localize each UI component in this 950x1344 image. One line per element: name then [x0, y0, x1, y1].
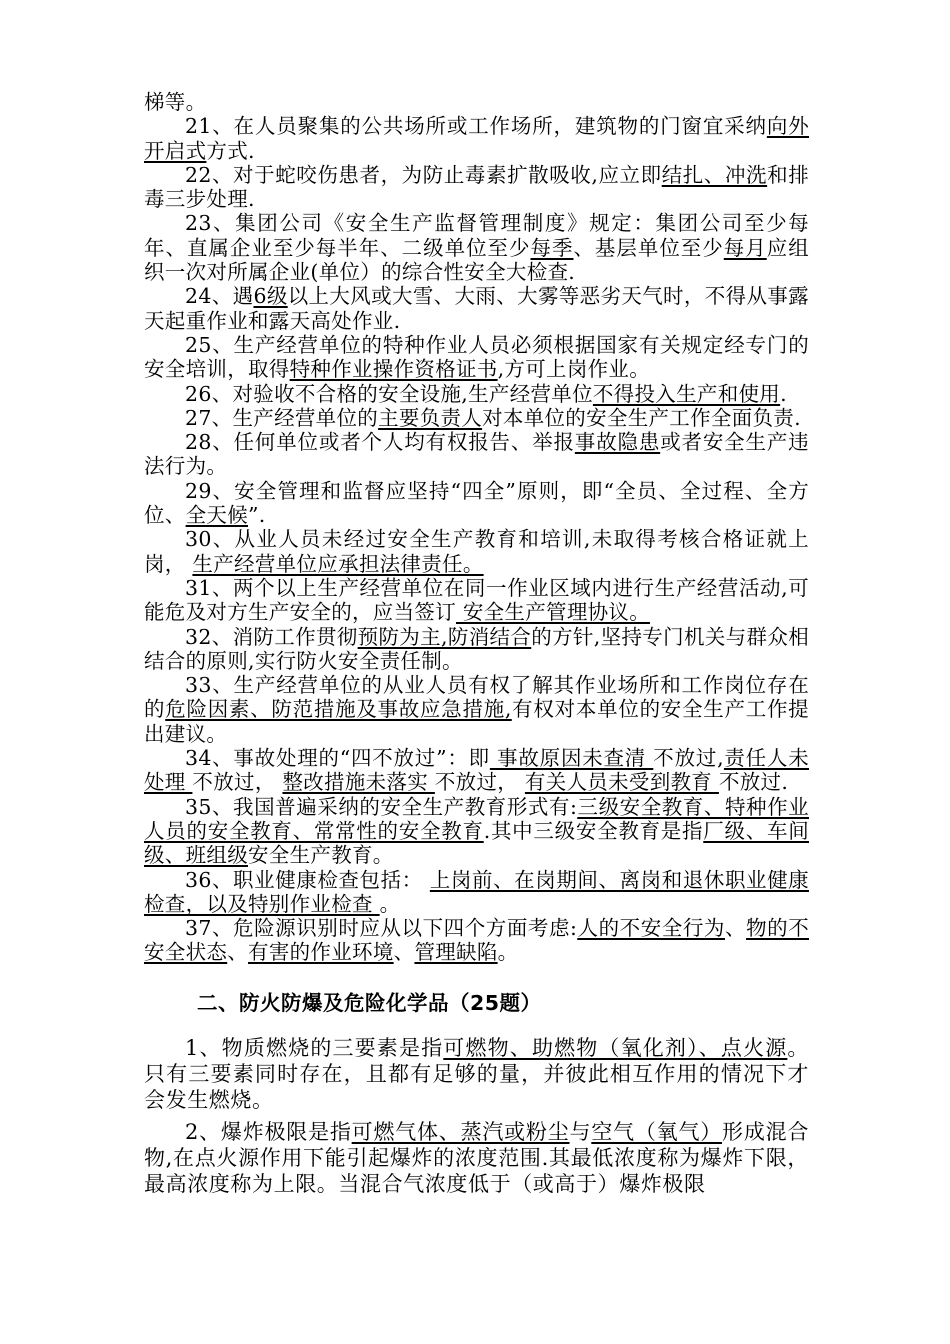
answer-text: 生产经营单位应承担法律责任。 [192, 551, 484, 576]
question-text: 、 [393, 940, 415, 965]
question-text: ,方可上岗作业。 [497, 357, 651, 382]
question-text: 24、遇 [185, 284, 254, 309]
answer-text: 不得投入生产和使用 [592, 381, 781, 406]
answer-text: 空气（氧气） [591, 1119, 723, 1144]
section-2-items [144, 1035, 809, 1197]
answer-text: 主要负责人 [378, 405, 483, 430]
paragraph-item [144, 916, 809, 965]
question-text: 33、生产经营单位的从业人员有权了解其作业场所和工作岗位存在的 [144, 673, 809, 722]
answer-text: 责任人未处理 [144, 746, 809, 795]
question-text: 31、两个以上生产经营单位在同一作业区域内进行生产经营活动,可能危及对方生产安全的，应当签订 [144, 575, 809, 625]
question-text: 35、我国普遍采纳的安全生产教育形式有: [185, 794, 578, 819]
question-text: 以上大风或大雪、大雨、大雾等恶劣天气时，不得从事露天起重作业和露天高处作业. [144, 284, 809, 333]
question-text: 2、爆炸极限是指 [185, 1119, 352, 1144]
paragraph-item [144, 527, 809, 576]
question-text: 形成混合物,在点火源作用下能引起爆炸的浓度范围.其最低浓度称为爆炸下限，最高浓度称为上限。当混合气浓度低于（或高于）爆炸极限 [144, 1119, 809, 1196]
answer-text: 向外开启式 [144, 114, 809, 163]
answer-text: 预防为主,防消结合 [357, 624, 532, 649]
question-text: 1、物质燃烧的三要素是指 [185, 1035, 444, 1060]
section-2-heading: 二、防火防爆及危险化学品（25题） [197, 990, 542, 1015]
answer-text: 有关人员未受到教育 [524, 770, 719, 795]
question-text: 、基层单位至少 [573, 235, 724, 260]
question-text: 。 [497, 940, 519, 965]
question-text: 22、对于蛇咬伤患者，为防止毒素扩散吸收,应立即 [185, 162, 662, 187]
question-text: 应组织一次对所属企业(单位）的综合性安全大检查. [144, 235, 809, 285]
answer-text: 每月 [723, 235, 767, 260]
paragraph-item [144, 114, 809, 163]
section-1-items [144, 90, 809, 965]
question-text: 36、职业健康检查包括： [185, 867, 430, 892]
paragraph-item [144, 868, 809, 917]
paragraph-item [144, 430, 809, 479]
paragraph-item [144, 795, 809, 868]
question-text: 方式. [206, 138, 255, 163]
paragraph-item [144, 1035, 809, 1113]
answer-text: 有害的作业环境 [248, 940, 394, 965]
paragraph-item [144, 163, 809, 212]
question-text: 34、事故处理的“四不放过”：即 [185, 746, 490, 771]
answer-text: 全天候 [185, 503, 249, 528]
answer-text: 危险因素、防范措施及事故应急措施, [165, 697, 512, 722]
paragraph-item [144, 333, 809, 382]
question-text: 23、集团公司《安全生产监督管理制度》规定：集团公司至少每年、直属企业至少每半年、二级单位至少 [144, 211, 809, 260]
question-text: 不放过, [653, 746, 724, 771]
question-text: 安全生产教育。 [248, 843, 394, 868]
question-text: 对本单位的安全生产工作全面负责. [482, 405, 801, 430]
paragraph-item [144, 673, 809, 746]
question-text: 32、消防工作贯彻 [185, 624, 358, 649]
question-text: 25、生产经营单位的特种作业人员必须根据国家有关规定经专门的安全培训，取得 [144, 332, 809, 382]
paragraph-item [144, 576, 809, 625]
question-text: 不放过. [718, 770, 789, 795]
question-text: 有权对本单位的安全生产工作提出建议。 [144, 697, 809, 746]
paragraph-item [144, 746, 809, 795]
question-text: 与 [569, 1119, 592, 1144]
question-text: 30、从业人员未经过安全生产教育和培训,未取得考核合格证就上岗， [144, 527, 809, 576]
answer-text: 安全生产管理协议。 [456, 600, 651, 625]
paragraph-item [144, 211, 809, 284]
document-body [144, 90, 809, 1197]
question-text: 26、对验收不合格的安全设施,生产经营单位 [185, 381, 593, 406]
answer-text: 事故隐患 [574, 430, 661, 455]
answer-text: 管理缺陷 [414, 940, 498, 965]
paragraph-item [144, 382, 809, 406]
answer-text: 三级安全教育、特种作业人员的安全教育、常常性的安全教育 [144, 794, 809, 843]
question-text: 或者安全生产违法行为。 [144, 430, 809, 479]
answer-text: 特种作业操作资格证书 [289, 357, 498, 382]
paragraph-item [144, 625, 809, 674]
question-text: ”. [248, 503, 266, 528]
paragraph-item [144, 1119, 809, 1197]
question-text: 。 [379, 891, 401, 916]
answer-text: 物的不安全状态 [144, 916, 809, 965]
question-text: 、 [724, 916, 747, 941]
question-text: 不放过， [192, 770, 283, 795]
question-text: 37、危险源识别时应从以下四个方面考虑: [185, 916, 578, 941]
answer-text: 6级 [253, 284, 288, 309]
paragraph-item [144, 479, 809, 528]
question-text: 28、任何单位或者个人均有权报告、举报 [185, 430, 575, 455]
question-text: . [780, 381, 787, 406]
question-text: 。只有三要素同时存在，且都有足够的量，并彼此相互作用的情况下才会发生燃烧。 [144, 1035, 809, 1112]
answer-text: 厂级、车间级、班组级 [144, 818, 809, 868]
question-text: 、 [227, 940, 249, 965]
answer-text: 事故原因未查清 [489, 746, 654, 771]
question-text: 21、在人员聚集的公共场所或工作场所，建筑物的门窗宜采纳 [185, 114, 767, 139]
answer-text: 人的不安全行为 [577, 916, 725, 941]
answer-text: 每季 [530, 235, 574, 260]
question-text: 不放过， [434, 770, 525, 795]
paragraph-item [144, 284, 809, 333]
question-text: .其中三级安全教育是指 [483, 818, 704, 843]
answer-text: 结扎、冲洗 [661, 162, 768, 187]
question-text: 的方针,坚持专门机关与群众相结合的原则,实行防火安全责任制。 [144, 624, 809, 673]
answer-text: 可燃物、助燃物（氧化剂）、点火源 [443, 1035, 788, 1060]
paragraph-item [144, 90, 809, 114]
answer-text: 整改措施未落实 [282, 770, 435, 795]
question-text: 和排毒三步处理. [144, 162, 810, 212]
question-text: 27、生产经营单位的 [185, 405, 379, 430]
paragraph-item [144, 406, 809, 430]
answer-text: 上岗前、在岗期间、离岗和退休职业健康检查，以及特别作业检查 [144, 867, 809, 916]
answer-text: 可燃气体、蒸汽或粉尘 [351, 1119, 570, 1144]
question-text: 29、安全管理和监督应坚持“四全”原则，即“全员、全过程、全方位、 [144, 478, 809, 528]
question-text: 梯等。 [144, 90, 207, 114]
